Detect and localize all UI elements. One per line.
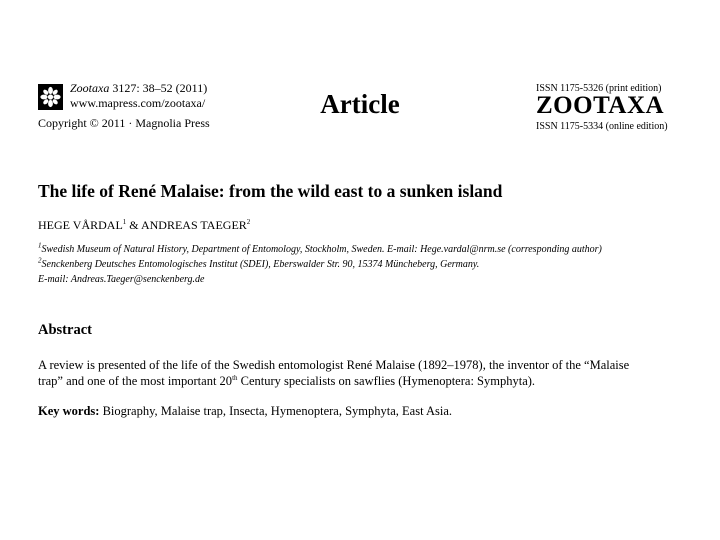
issn-print: ISSN 1175-5326 (print edition) xyxy=(536,83,662,94)
author-2: & ANDREAS TAEGER xyxy=(126,218,247,232)
ordinal-suffix: th xyxy=(232,373,238,382)
abstract-line-2-end: Century specialists on sawflies (Hymenoptera: Symphyta). xyxy=(237,374,536,388)
affiliation-1-mark: 1 xyxy=(38,241,42,250)
keywords-label: Key words: xyxy=(38,404,100,418)
author-2-affiliation-mark: 2 xyxy=(246,218,251,226)
author-1-affiliation-mark: 1 xyxy=(122,218,127,226)
affiliation-2-text: Senckenberg Deutsches Entomologisches Institut (SDEI), Eberswalder Str. 90, 15374 Müncheberg, Germany. xyxy=(41,259,480,270)
abstract-heading: Abstract xyxy=(38,322,92,338)
issn-online: ISSN 1175-5334 (online edition) xyxy=(536,121,668,132)
zootaxa-brand: ZOOTAXA xyxy=(536,92,665,119)
article-type-label: Article xyxy=(320,89,400,119)
keywords xyxy=(38,404,452,419)
keywords-list: Biography, Malaise trap, Insecta, Hymenoptera, Symphyta, East Asia. xyxy=(99,404,453,418)
journal-volume-pages: 3127: 38–52 (2011) xyxy=(109,81,208,95)
affiliation-1 xyxy=(38,243,602,256)
abstract-line-1: A review is presented of the life of the Swedish entomologist René Malaise (1892–1978), the inventor of the “Malaise xyxy=(38,358,630,372)
copyright-notice: Copyright © 2011 · Magnolia Press xyxy=(38,116,210,130)
affiliation-1-text: Swedish Museum of Natural History, Department of Entomology, Stockholm, Sweden. E-mail: Hege.vardal@nrm.se (corresponding author) xyxy=(41,244,602,255)
journal-url-link[interactable]: www.mapress.com/zootaxa/ xyxy=(70,96,206,110)
paper-title: The life of René Malaise: from the wild east to a sunken island xyxy=(38,181,503,201)
author-list xyxy=(38,218,250,232)
abstract-line-2-start: trap” and one of the most important 20 xyxy=(38,374,233,388)
affiliation-2 xyxy=(38,258,479,271)
journal-name: Zootaxa xyxy=(70,81,110,95)
abstract-line-2 xyxy=(38,374,535,389)
author-1: HEGE VÅRDAL xyxy=(38,218,123,232)
affiliation-2-email: E-mail: Andreas.Taeger@senckenberg.de xyxy=(38,274,205,285)
affiliation-2-mark: 2 xyxy=(38,256,42,265)
